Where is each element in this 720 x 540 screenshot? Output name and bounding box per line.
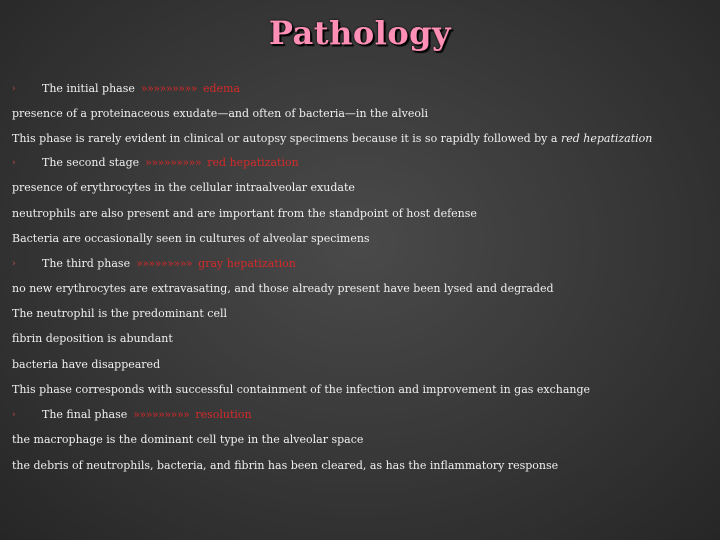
text-line [12,132,712,146]
arrow-chevrons: »»»»»»»»» [136,257,193,270]
phase-name: red hepatization [207,156,299,169]
arrow-chevrons: »»»»»»»»» [145,156,202,169]
text-span: This phase is rarely evident in clinical or autopsy specimens because it is so rapidly followed by a [12,132,561,145]
text-line: Bacteria are occasionally seen in cultures of alveolar specimens [12,232,370,245]
phase-label: The third phase [42,257,131,270]
phase-name: edema [202,82,241,95]
text-line: bacteria have disappeared [12,358,161,371]
bullet-icon: › [12,410,16,420]
slide-title: Pathology [268,14,452,52]
arrow-chevrons: »»»»»»»»» [133,408,190,421]
phase-name: gray hepatization [198,257,296,270]
text-line: the debris of neutrophils, bacteria, and fibrin has been cleared, as has the inflammatory response [12,459,559,472]
text-line: presence of erythrocytes in the cellular intraalveolar exudate [12,181,355,194]
text-line: The neutrophil is the predominant cell [12,307,228,320]
bullet-second-stage [12,156,712,170]
phase-label: The initial phase [42,82,135,95]
bullet-icon: › [12,158,16,168]
phase-label: The second stage [42,156,140,169]
arrow-chevrons: »»»»»»»»» [140,82,197,95]
text-line: neutrophils are also present and are important from the standpoint of host defense [12,207,477,220]
text-line: fibrin deposition is abundant [12,332,173,345]
text-line: This phase corresponds with successful containment of the infection and improvement in gas exchange [12,383,591,396]
text-line: presence of a proteinaceous exudate—and often of bacteria—in the alveoli [12,107,428,120]
bullet-third-phase [12,257,712,271]
bullet-icon: › [12,259,16,269]
text-line: the macrophage is the dominant cell type in the alveolar space [12,433,364,446]
bullet-initial-phase [12,82,712,96]
text-line: no new erythrocytes are extravasating, and those already present have been lysed and degraded [12,282,554,295]
emphasis-text: red hepatization [560,132,653,145]
phase-label: The final phase [42,408,128,421]
bullet-icon: › [12,84,16,94]
phase-name: resolution [195,408,252,421]
bullet-final-phase [12,408,712,422]
